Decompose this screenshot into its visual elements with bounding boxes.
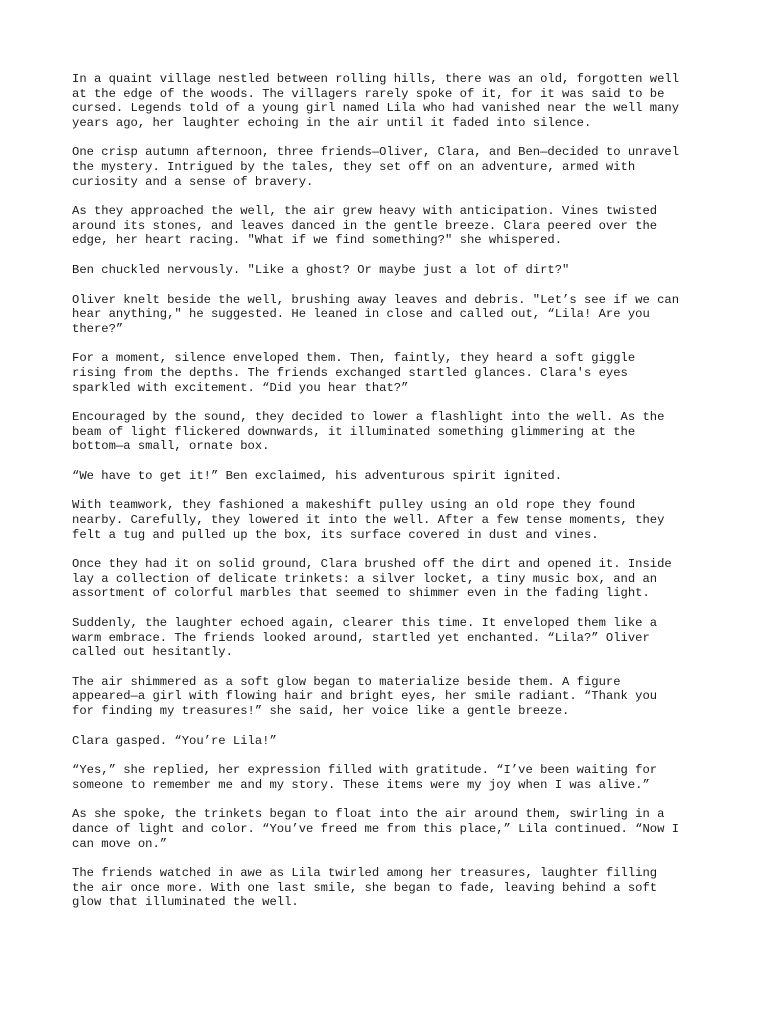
paragraph: Ben chuckled nervously. "Like a ghost? Or maybe just a lot of dirt?" (72, 262, 570, 277)
paragraph: The friends watched in awe as Lila twirled among her treasures, laughter filling the air once more. With one last smile, she began to fade, leaving behind a soft glow that illuminated the well. (72, 866, 658, 910)
paragraph: Oliver knelt beside the well, brushing away leaves and debris. "Let’s see if we can hear anything," he suggested. He leaned in close and called out, “Lila! Are you there?” (72, 292, 680, 336)
paragraph: Suddenly, the laughter echoed again, clearer this time. It enveloped them like a warm embrace. The friends looked around, startled yet enchanted. “Lila?” Oliver called out hesitantly. (72, 616, 658, 660)
paragraph: One crisp autumn afternoon, three friends—Oliver, Clara, and Ben—decided to unravel the mystery. Intrigued by the tales, they set off on an adventure, armed with curiosity and a sense of bravery. (72, 145, 680, 189)
paragraph: The air shimmered as a soft glow began to materialize beside them. A figure appeared—a girl with flowing hair and bright eyes, her smile radiant. “Thank you for finding my treasures!” she said, her voice like a gentle breeze. (72, 674, 658, 718)
paragraph: “Yes,” she replied, her expression filled with gratitude. “I’ve been waiting for someone to remember me and my story. These items were my joy when I was alive.” (72, 763, 658, 792)
paragraph: With teamwork, they fashioned a makeshift pulley using an old rope they found nearby. Carefully, they lowered it into the well. After a few tense moments, they felt a tug and pulled up the box, its surface covered in dust and vines. (72, 498, 665, 542)
paragraph: As they approached the well, the air grew heavy with anticipation. Vines twisted around its stones, and leaves danced in the gentle breeze. Clara peered over the edge, her heart racing. "What if we find something?" she whispered. (72, 204, 658, 248)
paragraph: Encouraged by the sound, they decided to lower a flashlight into the well. As the beam of light flickered downwards, it illuminated something glimmering at the bottom—a small, ornate box. (72, 410, 665, 454)
paragraph: For a moment, silence enveloped them. Then, faintly, they heard a soft giggle rising from the depths. The friends exchanged startled glances. Clara's eyes sparkled with excitement. “Did you hear that?” (72, 351, 636, 395)
paragraph: As she spoke, the trinkets began to float into the air around them, swirling in a dance of light and color. “You’ve freed me from this place,” Lila continued. “Now I can move on.” (72, 807, 680, 851)
paragraph: “We have to get it!” Ben exclaimed, his adventurous spirit ignited. (72, 468, 563, 483)
paragraph: Clara gasped. “You’re Lila!” (72, 733, 277, 748)
document-page (72, 72, 712, 925)
paragraph: Once they had it on solid ground, Clara brushed off the dirt and opened it. Inside lay a collection of delicate trinkets: a silver locket, a tiny music box, and an assortment of colorful marbles that seemed to shimmer even in the fading light. (72, 557, 672, 601)
paragraph: In a quaint village nestled between rolling hills, there was an old, forgotten well at the edge of the woods. The villagers rarely spoke of it, for it was said to be cursed. Legends told of a young girl named Lila who had vanished near the well many years ago, her laughter echoing in the air until it faded into silence. (72, 72, 680, 130)
